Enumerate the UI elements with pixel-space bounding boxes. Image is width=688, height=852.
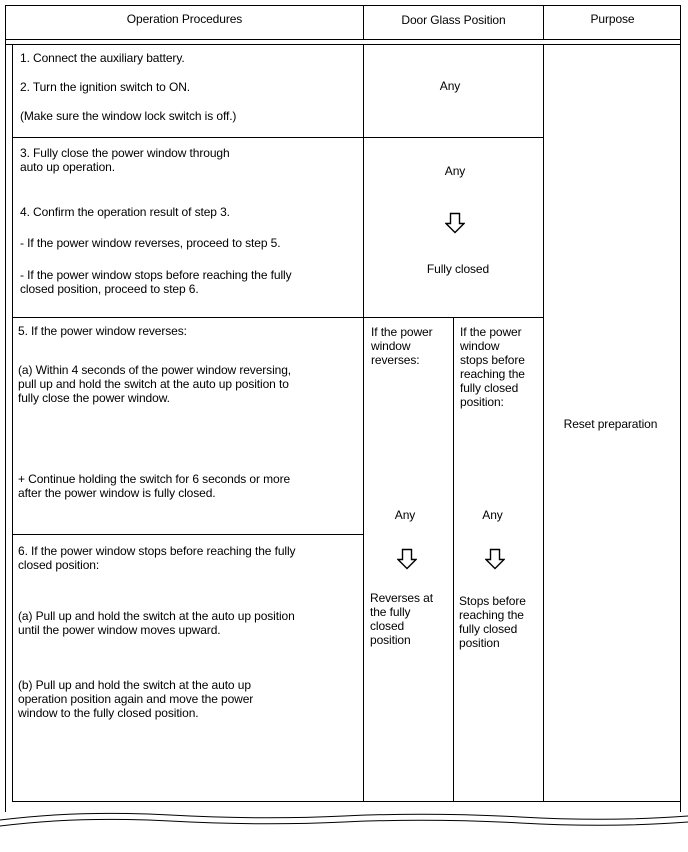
header-operation-procedures: Operation Procedures xyxy=(126,12,243,26)
purpose-reset-preparation: Reset preparation xyxy=(563,417,658,431)
down-arrow-icon xyxy=(397,548,417,570)
step-5-continue: + Continue holding the switch for 6 seconds or more after the power window is fully closed. xyxy=(18,472,291,500)
down-arrow-icon xyxy=(485,548,505,570)
step-4-stops: - If the power window stops before reaching the fully closed position, proceed to step 6. xyxy=(20,268,292,296)
step-3: 3. Fully close the power window through auto up operation. xyxy=(20,146,230,174)
step-4-reverse: - If the power window reverses, proceed to step 5. xyxy=(20,236,281,250)
header-purpose: Purpose xyxy=(590,12,635,26)
step-6: 6. If the power window stops before reaching the fully closed position: xyxy=(18,544,296,572)
step-1: 1. Connect the auxiliary battery. xyxy=(20,51,185,65)
stops-position-any: Any xyxy=(482,508,503,522)
stops-heading: If the power window stops before reaching the fully closed position: xyxy=(460,325,525,409)
position-fully-closed: Fully closed xyxy=(426,262,490,276)
reverses-position-any: Any xyxy=(394,508,416,522)
down-arrow-icon xyxy=(445,212,465,234)
step-6-sub-a: (a) Pull up and hold the switch at the auto up position until the power window moves upward. xyxy=(18,609,295,637)
position-any-1: Any xyxy=(439,79,461,93)
position-any-2: Any xyxy=(444,164,466,178)
step-5: 5. If the power window reverses: xyxy=(18,324,187,338)
step-2: 2. Turn the ignition switch to ON. xyxy=(20,80,191,94)
header-door-glass-position: Door Glass Position xyxy=(401,13,506,27)
step-4: 4. Confirm the operation result of step 3. xyxy=(20,205,230,219)
step-6-sub-b: (b) Pull up and hold the switch at the auto up operation position again and move the power window to the fully closed position. xyxy=(18,678,254,720)
step-5-sub-a: (a) Within 4 seconds of the power window reversing, pull up and hold the switch at the auto up position to fully close the power window. xyxy=(18,363,292,405)
step-2-note: (Make sure the window lock switch is off.) xyxy=(20,109,237,123)
reverses-heading: If the power window reverses: xyxy=(371,325,433,367)
reverses-result: Reverses at the fully closed position xyxy=(370,591,433,647)
stops-result: Stops before reaching the fully closed position xyxy=(459,594,526,650)
